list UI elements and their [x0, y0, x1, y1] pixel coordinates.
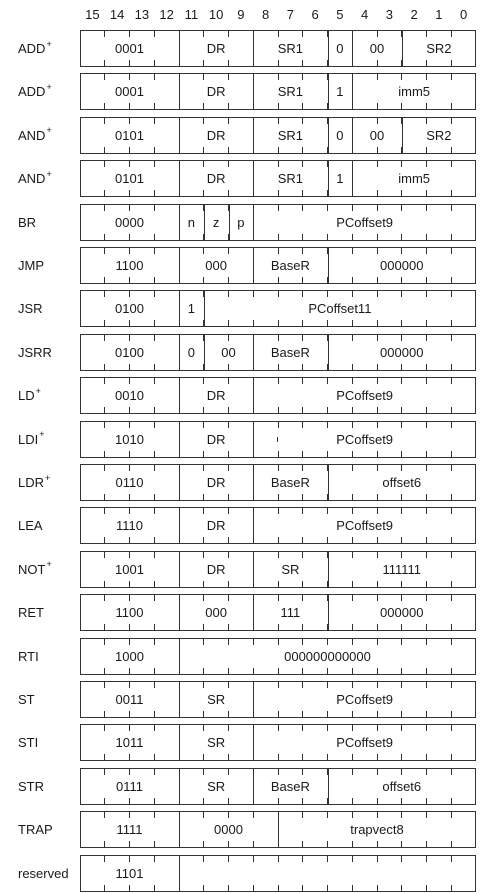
stray-mark [277, 437, 278, 442]
encoding-box [80, 117, 476, 154]
field-value: 1 [336, 171, 344, 187]
opcode-name [18, 431, 45, 449]
opcode-name [18, 474, 50, 492]
field-value: imm5 [398, 171, 431, 187]
opcode-mnemonic: RTI [18, 648, 39, 664]
opcode-mnemonic: AND [18, 127, 46, 143]
bit-number-label: 11 [184, 7, 199, 22]
instruction-row [0, 551, 488, 590]
field-value: DR [206, 84, 226, 100]
instruction-row [0, 681, 488, 720]
opcode-mnemonic: STR [18, 778, 44, 794]
field-value: 0100 [115, 301, 144, 317]
field-value: 0001 [115, 41, 144, 56]
opcode-name [18, 604, 44, 622]
field-value: DR [206, 127, 226, 143]
instruction-row [0, 724, 488, 763]
instruction-row [0, 377, 488, 416]
instruction-row [0, 73, 488, 112]
opcode-mnemonic: TRAP [18, 822, 53, 838]
instruction-row [0, 855, 488, 894]
encoding-box [80, 73, 476, 110]
encoding-box [80, 160, 476, 197]
opcode-mnemonic: NOT [18, 561, 46, 577]
field-value: 1110 [116, 518, 143, 534]
field-value: 0 [336, 127, 344, 143]
opcode-name [18, 387, 41, 405]
field-value: 0110 [115, 475, 144, 490]
field-value: 0 [336, 41, 344, 56]
opcode-mnemonic: LD [18, 388, 35, 404]
instruction-row [0, 247, 488, 286]
field-value: BaseR [270, 778, 310, 794]
encoding-box [80, 464, 476, 501]
field-value: PCoffset9 [336, 214, 394, 230]
encoding-box [80, 811, 476, 848]
field-value: 0001 [115, 84, 144, 100]
plus-superscript: + [46, 559, 52, 570]
bit-number-label: 12 [159, 7, 174, 22]
bit-number-label: 4 [361, 7, 369, 22]
encoding-box [80, 421, 476, 458]
field-value: 000000000000 [284, 648, 371, 664]
field-value: 0010 [115, 388, 144, 404]
encoding-box [80, 290, 476, 327]
opcode-name [18, 344, 52, 362]
field-value: PCoffset9 [336, 388, 394, 404]
bit-number-label: 14 [109, 7, 125, 22]
field-value: 00 [369, 127, 385, 143]
instruction-row [0, 117, 488, 156]
field-value: 0101 [115, 171, 144, 187]
encoding-box [80, 724, 476, 761]
encoding-box [80, 768, 476, 805]
instruction-row [0, 464, 488, 503]
field-value: 0000 [214, 822, 243, 838]
field-value: trapvect8 [350, 822, 404, 838]
opcode-name [18, 648, 39, 666]
field-value: SR [281, 561, 300, 577]
instruction-row [0, 160, 488, 199]
encoding-box [80, 334, 476, 371]
field-value: 0111 [116, 778, 143, 794]
field-value: 0000 [115, 214, 144, 230]
field-value: 1001 [115, 561, 144, 577]
plus-superscript: + [46, 82, 52, 93]
instruction-row [0, 594, 488, 633]
opcode-mnemonic: LDI [18, 431, 39, 447]
bit-number-label: 0 [460, 7, 468, 22]
field-value: 0101 [115, 127, 144, 143]
opcode-mnemonic: STI [18, 735, 39, 751]
field-value: BaseR [270, 344, 310, 360]
bit-number-label: 13 [134, 7, 150, 22]
instruction-row [0, 204, 488, 243]
bit-number-label: 5 [336, 7, 344, 22]
field-value: 1101 [115, 865, 144, 881]
field-value: n [187, 214, 195, 230]
plus-superscript: + [46, 125, 52, 136]
plus-superscript: + [39, 429, 45, 440]
opcode-mnemonic: JSR [18, 301, 43, 317]
field-value: BaseR [270, 258, 310, 273]
encoding-box [80, 638, 476, 675]
instruction-row [0, 638, 488, 677]
bit-number-label: 9 [237, 7, 245, 22]
field-value: PCoffset11 [308, 301, 372, 317]
bit-number-label: 8 [262, 7, 270, 22]
instruction-row [0, 290, 488, 329]
opcode-name [18, 170, 52, 188]
encoding-box [80, 681, 476, 718]
opcode-name [18, 734, 38, 752]
field-value: PCoffset9 [336, 431, 394, 447]
field-value: 000 [205, 605, 227, 621]
field-value: p [237, 214, 245, 230]
opcode-mnemonic: ST [18, 692, 35, 707]
opcode-name [18, 300, 43, 318]
plus-superscript: + [35, 385, 41, 396]
bit-number-label: 10 [208, 7, 224, 22]
opcode-name [18, 257, 44, 275]
field-value: PCoffset9 [336, 518, 394, 534]
encoding-box [80, 377, 476, 414]
field-value: DR [206, 561, 226, 577]
opcode-mnemonic: LEA [18, 518, 43, 534]
field-value: 111 [280, 605, 301, 621]
field-value: 111111 [382, 561, 422, 577]
opcode-mnemonic: BR [18, 214, 37, 230]
opcode-name [18, 778, 44, 796]
instruction-row [0, 421, 488, 460]
opcode-mnemonic: JSRR [18, 344, 52, 360]
field-value: SR [207, 692, 226, 707]
opcode-name [18, 561, 52, 579]
field-value: 1100 [115, 605, 144, 621]
opcode-mnemonic: ADD [18, 41, 46, 56]
encoding-box [80, 247, 476, 284]
field-value: BaseR [270, 475, 310, 490]
field-value: DR [206, 475, 226, 490]
opcode-name [18, 821, 53, 839]
field-value: DR [206, 171, 226, 187]
encoding-box [80, 855, 476, 892]
field-value: 0 [187, 344, 195, 360]
instruction-row [0, 30, 488, 69]
opcode-mnemonic: RET [18, 605, 44, 621]
field-value: PCoffset9 [336, 735, 394, 751]
instruction-row [0, 507, 488, 546]
field-value: DR [206, 431, 226, 447]
field-value: SR2 [426, 127, 452, 143]
encoding-box [80, 551, 476, 588]
field-value: 1000 [115, 648, 144, 664]
encoding-box [80, 594, 476, 631]
bit-number-label: 7 [286, 7, 294, 22]
field-value: 000000 [380, 605, 424, 621]
field-value: SR1 [277, 127, 304, 143]
opcode-name [18, 83, 52, 101]
opcode-name [18, 127, 52, 145]
opcode-mnemonic: LDR [18, 475, 45, 490]
field-value: 1100 [115, 258, 144, 273]
instruction-row [0, 811, 488, 850]
encoding-box [80, 507, 476, 544]
plus-superscript: + [46, 168, 52, 179]
plus-superscript: + [45, 472, 51, 483]
field-value: PCoffset9 [336, 692, 394, 707]
field-value: 000000 [380, 344, 424, 360]
field-value: SR2 [426, 41, 452, 56]
instruction-row [0, 334, 488, 373]
field-value: offset6 [382, 475, 422, 490]
field-value: 1 [187, 301, 195, 317]
field-value: SR [207, 778, 226, 794]
field-value: DR [206, 388, 226, 404]
field-value [179, 856, 476, 891]
encoding-box [80, 204, 476, 241]
bit-number-label: 2 [410, 7, 418, 22]
field-value: DR [206, 518, 226, 534]
opcode-name [18, 691, 35, 709]
field-value: 000 [205, 258, 227, 273]
field-value: SR1 [277, 171, 304, 187]
field-value: SR [207, 735, 226, 751]
opcode-mnemonic: reserved [18, 865, 69, 881]
opcode-name [18, 865, 69, 883]
field-value: 1010 [115, 431, 144, 447]
opcode-name [18, 517, 43, 535]
field-value: imm5 [398, 84, 431, 100]
field-value: DR [206, 41, 226, 56]
bit-number-label: 3 [385, 7, 393, 22]
field-value: 0011 [115, 692, 144, 707]
bit-number-label: 6 [311, 7, 319, 22]
bit-number-label: 1 [435, 7, 443, 22]
opcode-mnemonic: AND [18, 171, 46, 187]
field-value: offset6 [382, 778, 422, 794]
opcode-mnemonic: ADD [18, 84, 46, 100]
encoding-box [80, 30, 476, 67]
field-value: 0100 [115, 344, 144, 360]
field-value: 00 [369, 41, 385, 56]
field-value: z [212, 214, 220, 230]
field-value: SR1 [277, 84, 304, 100]
field-value: 1 [336, 84, 344, 100]
opcode-mnemonic: JMP [18, 258, 44, 273]
field-value: 1111 [116, 822, 143, 838]
field-value: 1011 [115, 735, 144, 751]
opcode-name [18, 40, 52, 58]
field-value: 000000 [380, 258, 424, 273]
instruction-row [0, 768, 488, 807]
field-value: 00 [221, 344, 236, 360]
plus-superscript: + [46, 38, 52, 49]
opcode-name [18, 214, 36, 232]
bit-number-label: 15 [85, 7, 100, 22]
field-value: SR1 [277, 41, 304, 56]
